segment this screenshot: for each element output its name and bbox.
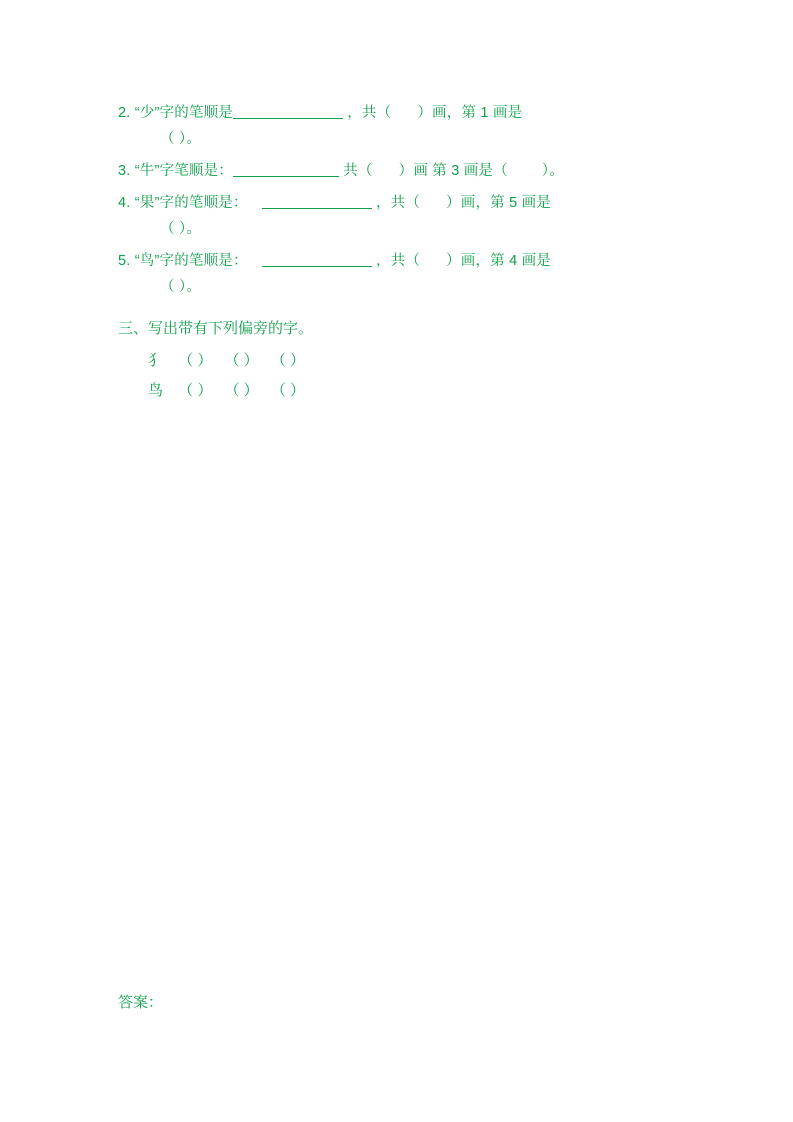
answer-paren[interactable]: （ ） <box>178 352 213 369</box>
question-text-after: ）画 第 3 画是（ <box>398 163 508 179</box>
question-item <box>118 100 698 152</box>
radical-row <box>118 346 698 376</box>
question-second-line: （ ）。 <box>160 279 202 295</box>
questions-container <box>118 100 698 406</box>
question-text-before: “鸟”字的笔顺是： <box>134 253 248 269</box>
question-text-after: ）画，第 4 画是 <box>446 253 551 269</box>
question-item <box>118 190 698 242</box>
radical-char: 犭 <box>148 352 164 369</box>
question-text-before: “少”字的笔顺是 <box>134 105 233 121</box>
answer-paren[interactable]: （ ） <box>178 382 213 399</box>
answer-paren[interactable]: （ ） <box>224 352 259 369</box>
answer-blank[interactable] <box>262 194 372 209</box>
question-line <box>118 190 698 216</box>
question-second-line: （ ）。 <box>160 131 202 147</box>
question-text-after: ）画，第 5 画是 <box>446 195 551 211</box>
question-item <box>118 248 698 300</box>
answer-paren[interactable]: （ ） <box>224 382 259 399</box>
answer-label: 答案： <box>118 994 164 1011</box>
question-number: 5. <box>118 253 131 269</box>
question-text-mid: 共（ <box>343 163 373 179</box>
radical-char: 鸟 <box>148 382 164 399</box>
question-text-before: “牛”字笔顺是： <box>134 163 233 179</box>
answer-paren[interactable]: （ ） <box>270 352 306 369</box>
question-number: 4. <box>118 195 131 211</box>
question-number: 3. <box>118 163 131 179</box>
question-number: 2. <box>118 105 131 121</box>
question-text-tail: ）。 <box>541 163 564 179</box>
answer-blank[interactable] <box>233 104 343 119</box>
question-item <box>118 158 698 184</box>
question-text-mid: ，共（ <box>347 105 392 121</box>
question-line <box>118 158 698 184</box>
question-line <box>118 248 698 274</box>
section-three-heading: 三、写出带有下列偏旁的字。 <box>118 320 314 337</box>
question-line <box>118 100 698 126</box>
answer-blank[interactable] <box>262 252 372 267</box>
question-text-mid: ，共（ <box>375 195 421 211</box>
question-text-mid: ，共（ <box>375 253 421 269</box>
radical-row <box>118 376 698 406</box>
question-text-before: “果”字的笔顺是： <box>134 195 248 211</box>
answer-paren[interactable]: （ ） <box>270 382 306 399</box>
question-second-line: （ ）。 <box>160 221 202 237</box>
answer-blank[interactable] <box>233 162 339 177</box>
question-text-after: ）画，第 1 画是 <box>417 105 523 121</box>
